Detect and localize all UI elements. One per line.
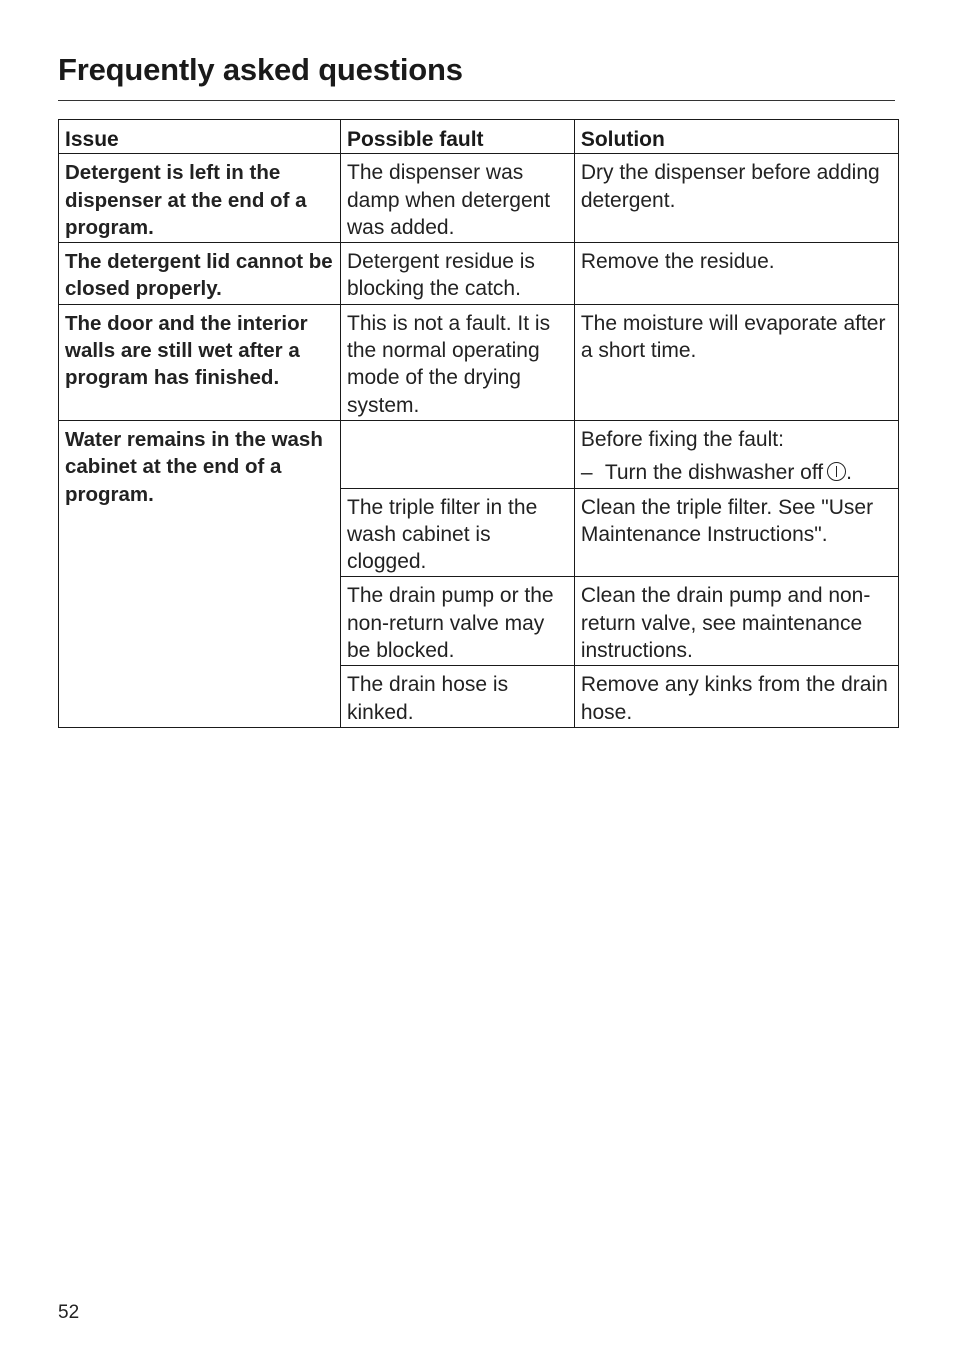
fault-cell: The drain hose is kinked.: [341, 666, 575, 728]
header-issue: Issue: [59, 120, 341, 154]
page-number: 52: [58, 1302, 80, 1323]
issue-cell: The door and the interior walls are still wet after a program has finished.: [59, 304, 341, 420]
fault-cell: The triple filter in the wash cabinet is clogged.: [341, 488, 575, 577]
issue-cell: Detergent is left in the dispenser at the end of a program.: [59, 154, 341, 243]
solution-cell: Dry the dispenser before adding detergent.: [574, 154, 898, 243]
table-row: [59, 420, 899, 488]
issue-cell: The detergent lid cannot be closed properly.: [59, 243, 341, 305]
step-end: .: [846, 461, 852, 485]
table-row: [59, 154, 899, 243]
solution-cell: Remove any kinks from the drain hose.: [574, 666, 898, 728]
title-divider: [58, 100, 895, 101]
solution-intro: Before fixing the fault:: [580, 427, 784, 451]
solution-cell: Clean the drain pump and non-return valve, see maintenance instructions.: [574, 577, 898, 666]
solution-cell: Remove the residue.: [574, 243, 898, 305]
issue-cell: Water remains in the wash cabinet at the end of a program.: [59, 420, 341, 727]
solution-step: [581, 459, 892, 486]
header-possible-fault: Possible fault: [341, 120, 575, 154]
fault-cell: This is not a fault. It is the normal operating mode of the drying system.: [341, 304, 575, 420]
step-text: Turn the dishwasher off: [604, 461, 824, 485]
fault-cell: The dispenser was damp when detergent was added.: [341, 154, 575, 243]
header-solution: Solution: [574, 120, 898, 154]
faq-table: [58, 119, 899, 728]
power-off-icon: [827, 462, 846, 481]
step-dash: –: [580, 461, 593, 485]
solution-cell: The moisture will evaporate after a short time.: [574, 304, 898, 420]
table-row: [59, 243, 899, 305]
page-title: Frequently asked questions: [58, 52, 463, 87]
solution-cell: Clean the triple filter. See "User Maintenance Instructions".: [574, 488, 898, 577]
fault-cell: The drain pump or the non-return valve may be blocked.: [341, 577, 575, 666]
solution-cell: [574, 420, 898, 488]
table-row: [59, 304, 899, 420]
table-header-row: [59, 120, 899, 154]
fault-cell: [341, 420, 575, 488]
fault-cell: Detergent residue is blocking the catch.: [341, 243, 575, 305]
